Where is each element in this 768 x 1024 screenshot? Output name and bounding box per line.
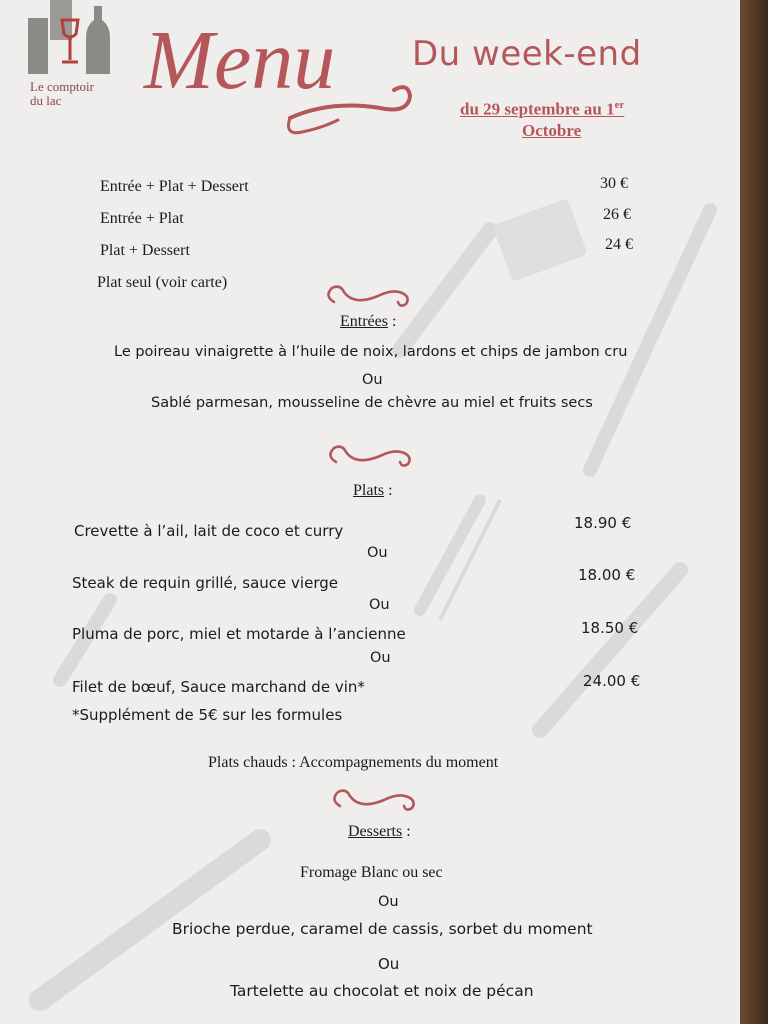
dates-line-2: Octobre — [522, 121, 582, 140]
swirl-divider-icon — [326, 784, 422, 814]
dates-superscript: er — [614, 99, 625, 111]
formula-label: Entrée + Plat + Dessert — [100, 178, 249, 195]
swirl-divider-icon — [324, 440, 416, 470]
entree-item: Le poireau vinaigrette à l’huile de noix, lardons et chips de jambon cru — [114, 344, 628, 360]
supplement-note: *Supplément de 5€ sur les formules — [72, 706, 343, 724]
frame-edge — [740, 0, 768, 1024]
formula-price: 30 € — [600, 175, 628, 192]
or-separator: Ou — [369, 597, 390, 613]
or-separator: Ou — [362, 372, 383, 388]
formula-label: Entrée + Plat — [100, 210, 184, 227]
formula-label: Plat + Dessert — [100, 242, 190, 259]
menu-subtitle: Du week-end — [412, 34, 642, 74]
entree-item: Sablé parmesan, mousseline de chèvre au miel et fruits secs — [151, 395, 593, 411]
desserts-heading-colon: : — [402, 823, 411, 840]
plat-item: Crevette à l’ail, lait de coco et curry — [74, 522, 344, 540]
desserts-heading-text: Desserts — [348, 823, 403, 840]
entrees-heading — [340, 313, 396, 331]
plat-item: Filet de bœuf, Sauce marchand de vin* — [72, 678, 365, 696]
title-flourish-tail — [289, 118, 339, 133]
dessert-item: Brioche perdue, caramel de cassis, sorbet du moment — [172, 920, 593, 938]
desserts-heading — [348, 823, 411, 841]
dates-line-1-text: du 29 septembre au 1 — [460, 99, 615, 119]
plats-heading-colon: : — [384, 482, 393, 499]
formula-label: Plat seul (voir carte) — [97, 274, 228, 291]
plat-item: Steak de requin grillé, sauce vierge — [72, 574, 338, 592]
entrees-heading-text: Entrées — [340, 313, 388, 330]
background-utensils-illustration — [380, 170, 740, 770]
dessert-item: Fromage Blanc ou sec — [300, 864, 443, 881]
plat-item: Pluma de porc, miel et motarde à l’ancienne — [72, 625, 406, 643]
plat-price: 18.00 € — [578, 566, 636, 584]
sides-note: Plats chauds : Accompagnements du moment — [208, 754, 499, 771]
restaurant-logo-icon — [24, 0, 120, 76]
formula-price: 24 € — [605, 236, 633, 253]
plats-heading — [353, 482, 393, 500]
or-separator: Ou — [367, 545, 388, 561]
or-separator: Ou — [378, 894, 399, 910]
swirl-divider-icon — [322, 280, 414, 310]
or-separator: Ou — [378, 955, 400, 973]
formula-price: 26 € — [603, 206, 631, 223]
plat-price: 18.90 € — [574, 514, 632, 532]
dates-line-1 — [460, 99, 624, 120]
logo-line-1: Le comptoir — [30, 79, 94, 94]
logo-line-2: du lac — [30, 93, 62, 108]
plats-heading-text: Plats — [353, 482, 385, 499]
plat-price: 18.50 € — [581, 619, 639, 637]
menu-script-title — [140, 0, 420, 150]
or-separator: Ou — [370, 650, 391, 666]
entrees-heading-colon: : — [387, 313, 397, 330]
dessert-item: Tartelette au chocolat et noix de pécan — [230, 982, 534, 1000]
menu-script-title-text: Menu — [144, 14, 336, 107]
plat-price: 24.00 € — [583, 672, 641, 690]
